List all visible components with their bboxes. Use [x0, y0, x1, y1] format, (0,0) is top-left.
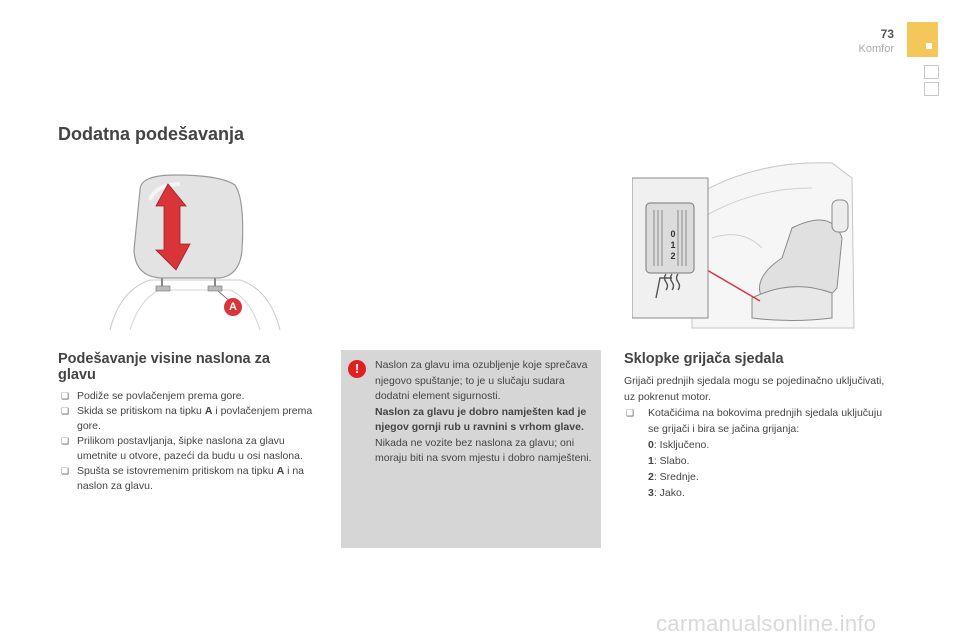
checkbox-bullet-icon: ❑: [61, 406, 70, 416]
dial-mark: 1: [670, 240, 676, 250]
headrest-heading: Podešavanje visine naslona za glavu: [58, 351, 270, 383]
list-item: ❑ Skida se pritiskom na tipku A i povlačenjem prema gore.: [61, 405, 313, 432]
checkbox-bullet-icon: ❑: [626, 408, 635, 418]
dial-mark: 2: [670, 251, 676, 261]
warning-paragraph: Nikada ne vozite bez naslona za glavu; oni moraju biti na svom mjestu i dobro namješteni.: [375, 436, 592, 464]
headrest-illustration: [100, 170, 290, 335]
warning-paragraph: Naslon za glavu ima ozubljenje koje sprečava njegovo spuštanje; to je u slučaju sudara dodatni element sigurnosti.: [375, 359, 588, 402]
warning-text: [375, 358, 593, 467]
list-item: ❑ Podiže se povlačenjem prema gore.: [61, 390, 245, 402]
warning-emphasis: Naslon za glavu je dobro namješten kad je njegov gornji rub u ravnini s vrhom glave.: [375, 405, 587, 433]
page-title: Dodatna podešavanja: [58, 124, 245, 144]
heat-level: 1: Slabo.: [648, 455, 690, 467]
dial-mark: 0: [670, 229, 676, 239]
list-item: ❑ Kotačićima na bokovima prednjih sjedala uključuju se grijači i bira se jačina grijanja:: [626, 407, 883, 435]
checkbox-bullet-icon: ❑: [61, 436, 70, 446]
heat-level: 2: Srednje.: [648, 471, 699, 483]
list-item: ❑ Prilikom postavljanja, šipke naslona za glavu umetnite u otvore, pazeći da budu u osi naslona.: [61, 435, 303, 462]
heat-level: 0: Isključeno.: [648, 439, 710, 451]
heat-level: 3: Jako.: [648, 487, 685, 499]
seat-heating-intro: Grijači prednjih sjedala mogu se pojedinačno uključivati, uz pokrenut motor.: [624, 375, 885, 403]
headrest-instructions: [59, 389, 327, 494]
page-number: 73: [880, 27, 894, 41]
heater-dial-marks: [666, 229, 680, 262]
chapter-tab-empty[interactable]: [924, 65, 939, 79]
section-label: Komfor: [858, 43, 894, 55]
checkbox-bullet-icon: ❑: [61, 466, 70, 476]
watermark: carmanualsonline.info: [656, 611, 877, 636]
checkbox-bullet-icon: ❑: [61, 391, 70, 401]
seat-heating-text: [624, 373, 894, 501]
chapter-tab[interactable]: [907, 22, 938, 57]
seat-heating-heading: Sklopke grijača sjedala: [624, 351, 784, 367]
warning-icon: !: [348, 360, 366, 378]
list-item: ❑ Spušta se istovremenim pritiskom na tipku A i na naslon za glavu.: [61, 465, 305, 492]
callout-a-badge: A: [224, 298, 242, 316]
chapter-tab-empty[interactable]: [924, 82, 939, 96]
